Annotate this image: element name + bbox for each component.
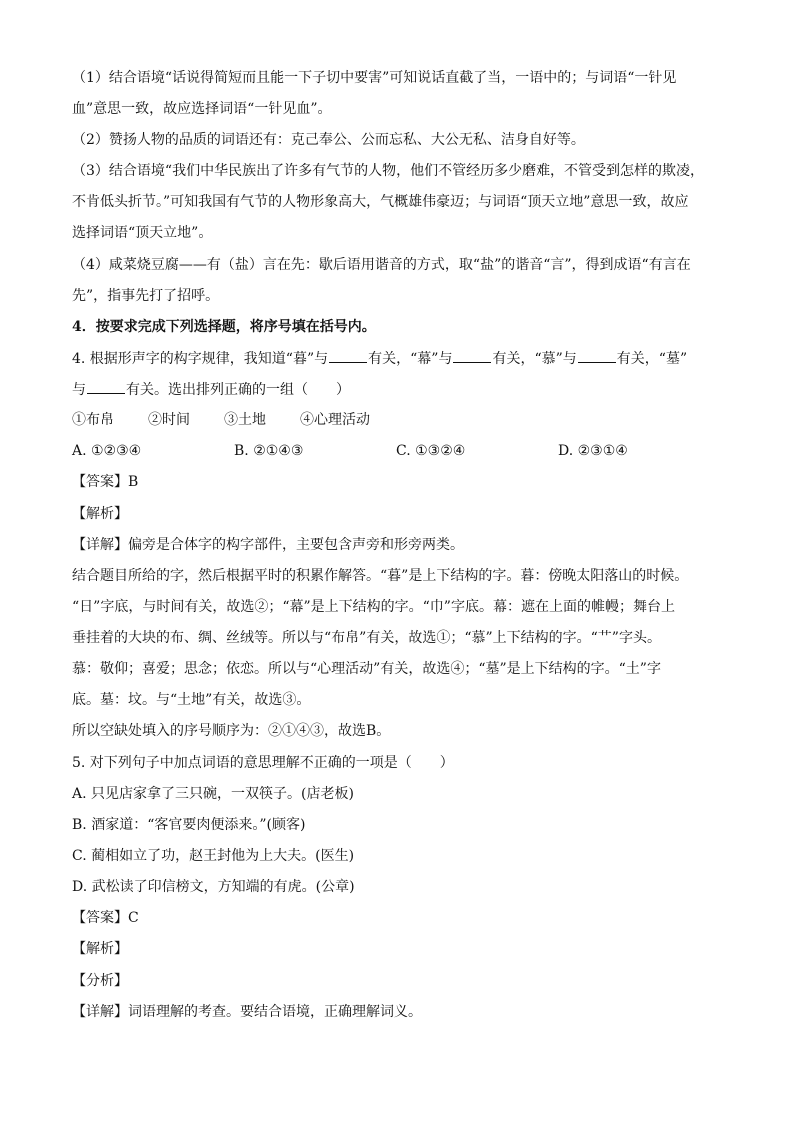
q5-fenxi-label: 【分析】 — [72, 973, 128, 989]
q5-detail: 【详解】词语理解的考查。要结合语境，正确理解词义。 — [72, 1004, 422, 1020]
choice-b: B. ②①④③ — [234, 443, 304, 459]
q4-body-line-5: 底。墓：坟。与“土地”有关，故选③。 — [72, 692, 311, 708]
q4-answer: 【答案】B — [72, 474, 139, 490]
q5-answer: 【答案】C — [72, 910, 139, 926]
answer-blank-1 — [329, 348, 367, 363]
q5-option-a: A. 只见店家拿了三只碗，一双筷子。(店老板) — [72, 786, 354, 802]
explanation-3-line-1: （3）结合语境“我们中华民族出了许多有气节的人物，他们不管经历多少磨难，不管受到怎样的欺凌， — [72, 163, 705, 179]
explanation-1-line-1: （1）结合语境“话说得简短而且能一下子切中要害”可知说话直截了当，一语中的；与词语“一针见 — [72, 70, 677, 86]
q4-seg6: 有关。选出排列正确的一组（ ） — [126, 382, 350, 398]
item-3: ③土地 — [224, 412, 266, 428]
section-4-heading: 4．按要求完成下列选择题，将序号填在括号内。 — [72, 319, 376, 335]
item-4: ④心理活动 — [300, 412, 370, 428]
explanation-2: （2）赞扬人物的品质的词语还有：克己奉公、公而忘私、大公无私、洁身自好等。 — [72, 132, 585, 148]
q4-seg2: 有关，“幕”与 — [368, 351, 453, 367]
choice-c: C. ①③②④ — [396, 443, 466, 459]
q5-option-c: C. 蔺相如立了功，赵王封他为上大夫。(医生) — [72, 848, 355, 864]
explanation-1-line-2: 血”意思一致，故应选择词语“一针见血”。 — [72, 101, 332, 117]
answer-blank-4 — [87, 379, 125, 394]
explanation-3-line-3: 选择词语“顶天立地”。 — [72, 225, 213, 241]
q5-option-d: D. 武松读了印信榜文，方知端的有虎。(公章) — [72, 879, 355, 895]
q4-detail: 【详解】偏旁是合体字的构字部件，主要包含声旁和形旁两类。 — [72, 537, 464, 553]
explanation-3-line-2: 不肯低头折节。”可知我国有气节的人物形象高大，气概雄伟豪迈；与词语“顶天立地”意思一致，故应 — [72, 194, 689, 210]
q4-body-line-1: 结合题目所给的字，然后根据平时的积累作解答。“暮”是上下结构的字。暮：傍晚太阳落山的时候。 — [72, 568, 689, 584]
question-5-stem: 5. 对下列句子中加点词语的意思理解不正确的一项是（ ） — [72, 755, 454, 771]
explanation-4-line-2: 先”，指事先打了招呼。 — [72, 288, 220, 304]
q5-option-b: B. 酒家道：“客官要肉便添来。”(顾客) — [72, 817, 306, 833]
item-2: ②时间 — [148, 412, 190, 428]
q4-seg1: 4. 根据形声字的构字规律，我知道“暮”与 — [72, 351, 329, 367]
q4-seg5: 与 — [72, 382, 86, 398]
q4-body-line-3: 垂挂着的大块的布、绸、丝绒等。所以与“布帛”有关，故选①；“慕”上下结构的字。“艹”字头。 — [72, 630, 661, 646]
item-1: ①布帛 — [72, 412, 114, 428]
answer-blank-2 — [453, 348, 491, 363]
question-4-stem-line-1 — [72, 348, 732, 369]
q5-analysis-label: 【解析】 — [72, 941, 128, 957]
question-4-choices — [72, 441, 732, 461]
choice-d: D. ②③①④ — [558, 443, 628, 459]
q4-body-line-4: 慕：敬仰；喜爱；思念；依恋。所以与“心理活动”有关，故选④；“墓”是上下结构的字。“土”字 — [72, 661, 661, 677]
choice-a: A. ①②③④ — [72, 443, 142, 459]
q4-seg4: 有关，“墓” — [616, 351, 688, 367]
explanation-4-line-1: （4）咸菜烧豆腐——有（盐）言在先：歇后语用谐音的方式，取“盐”的谐音“言”，得到成语“有言在 — [72, 257, 691, 273]
answer-blank-3 — [578, 348, 616, 363]
q4-analysis-label: 【解析】 — [72, 506, 128, 522]
q4-seg3: 有关，“慕”与 — [492, 351, 577, 367]
q4-body-line-2: “日”字底，与时间有关，故选②；“幕”是上下结构的字。“巾”字底。幕：遮在上面的帷幔；舞台上 — [72, 599, 675, 615]
question-4-items — [72, 410, 732, 430]
question-4-stem-line-2 — [72, 379, 732, 400]
q4-conclusion: 所以空缺处填入的序号顺序为：②①④③，故选B。 — [72, 723, 391, 739]
